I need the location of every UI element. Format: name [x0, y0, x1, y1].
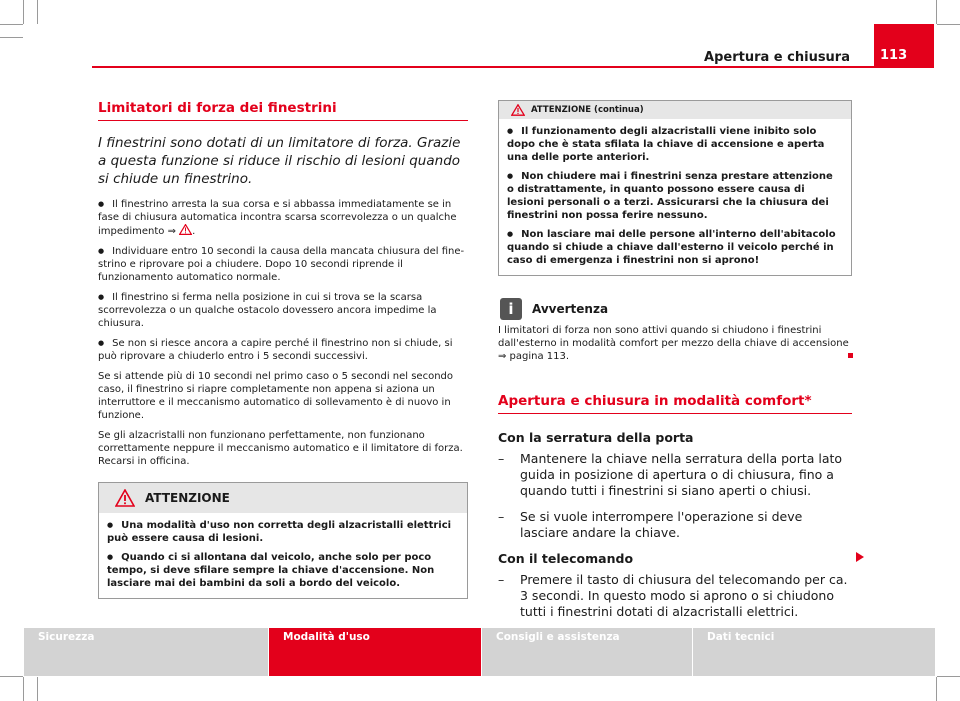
- end-of-section-marker: [848, 353, 853, 358]
- crop-mark: [37, 0, 38, 24]
- crop-mark: [23, 677, 24, 701]
- warning-text: Il funzionamento degli alzacristalli viene inibito solo dopo che è stata sfilata la chiave di accensione e aperta una delle porte anteriori.: [507, 126, 825, 163]
- warning-body: [99, 513, 467, 598]
- warning-title: ATTENZIONE: [145, 491, 230, 505]
- footer-tab-label: Modalità d'uso: [283, 631, 370, 643]
- warning-box-continued: [498, 100, 852, 276]
- note-title: Avvertenza: [532, 302, 609, 316]
- warning-item: [107, 551, 459, 590]
- section-heading-force-limiters: Limitatori di forza dei finestrini: [98, 100, 468, 121]
- crop-mark: [0, 676, 23, 677]
- warning-triangle-icon: [115, 489, 135, 507]
- bullet-text: Individuare entro 10 secondi la causa della mancata chiusura del finestrino e riprovare poi a chiudere. Dopo 10 secondi riprende il funzionamento automatico normale.: [98, 246, 465, 283]
- warning-text: Non chiudere mai i finestrini senza prestare attenzione o distrattamente, in quanto possono essere causa di lesioni personali o a terzi. Assicurarsi che la chiusura dei finestrini non possa ferire nessuno.: [507, 171, 833, 221]
- note-header: [498, 298, 852, 320]
- warning-triangle-icon: [511, 104, 525, 116]
- page-number: 113: [880, 48, 908, 63]
- warning-item: [507, 170, 843, 222]
- footer-tab-label: Sicurezza: [38, 631, 95, 643]
- warning-box-header: [99, 483, 467, 513]
- body-paragraph: Se si attende più di 10 secondi nel primo caso o 5 secondi nel secondo caso, il finestrino si riapre completamente non appena si aziona un interruttore e il meccanismo automatico di sollevamento è di nuovo in funzione.: [98, 371, 453, 421]
- crop-mark: [23, 0, 24, 24]
- section-heading-comfort: Apertura e chiusura in modalità comfort*: [498, 393, 852, 414]
- subheading-remote-control: Con il telecomando: [498, 551, 634, 566]
- warning-box-header: [499, 101, 851, 119]
- warning-text: Una modalità d'uso non corretta degli alzacristalli elettrici può essere causa di lesioni.: [107, 520, 452, 544]
- header-rule: [92, 66, 874, 68]
- warning-triangle-icon: [179, 224, 192, 235]
- footer-tab-operation[interactable]: [269, 628, 481, 676]
- bullet-text: Il finestrino arresta la sua corsa e si abbassa immediatamente se in fase di chiusura automatica incontra scarsa scorrevolezza o un qualche impedimento ⇒: [98, 199, 457, 237]
- step-item: [498, 509, 852, 541]
- footer-tab-label: Dati tecnici: [707, 631, 775, 643]
- step-text: Mantenere la chiave nella serratura della porta lato guida in posizione di apertura o di chiusura, fino a quando tutti i finestrini si siano aperti o chiusi.: [520, 451, 843, 498]
- step-dash: –: [498, 509, 505, 524]
- warning-item: [107, 519, 459, 545]
- step-dash: –: [498, 451, 505, 466]
- step-item: [498, 572, 852, 620]
- warning-text: Non lasciare mai delle persone all'interno dell'abitacolo quando si chiude a chiave dall'esterno il veicolo perché in caso di emergenza i finestrini non si aprono!: [507, 229, 836, 266]
- crop-mark: [936, 677, 937, 701]
- crop-mark: [37, 677, 38, 701]
- continue-arrow-icon: [856, 552, 864, 562]
- warning-box: [98, 482, 468, 599]
- step-item: [498, 451, 852, 499]
- page-number-tab: [874, 24, 934, 68]
- note-text: [498, 324, 852, 363]
- info-icon: i: [500, 298, 522, 320]
- footer-tab-technical-data[interactable]: [693, 628, 935, 676]
- crop-mark: [936, 0, 937, 24]
- step-text: Se si vuole interrompere l'operazione si deve lasciare andare la chiave.: [520, 509, 803, 540]
- bullet-item: [98, 291, 468, 330]
- bullet-item: ● Il finestrino arresta la sua corsa e si abbassa immediatamente se in fase di chiusura automatica incontra scarsa scorrevolezza o un qualche impedimento ⇒ .: [98, 198, 468, 238]
- crop-mark: [0, 24, 23, 25]
- left-column: [98, 100, 468, 599]
- right-column: [498, 100, 852, 630]
- bullet-text: Il finestrino si ferma nella posizione in cui si trova se la scarsa scorrevolezza o un qualche ostacolo dovessero ancora impedime la chiusura.: [98, 292, 437, 329]
- warning-title: ATTENZIONE (continua): [531, 105, 644, 115]
- bullet-item: [98, 337, 468, 363]
- crop-mark: [937, 676, 960, 677]
- warning-item: [507, 228, 843, 267]
- page-reference-link[interactable]: ⇒ pagina 113.: [498, 351, 570, 362]
- warning-item: [507, 125, 843, 164]
- body-paragraph: Se gli alzacristalli non funzionano perfettamente, non funzionano correttamente neppure il meccanismo automatico e il limitatore di forza. Recarsi in officina.: [98, 430, 463, 467]
- step-text: Premere il tasto di chiusura del telecomando per ca. 3 secondi. In questo modo si aprono o si chiudono tutti i finestrini dotati di alzacristalli elettrici.: [520, 572, 848, 619]
- warning-text: Quando ci si allontana dal veicolo, anche solo per poco tempo, si deve sfilare sempre la chiave d'accensione. Non lasciare mai dei bambini da soli a bordo del veicolo.: [107, 552, 435, 589]
- running-header-title: Apertura e chiusura: [704, 50, 850, 65]
- bullet-item: [98, 245, 468, 284]
- crop-mark: [937, 24, 960, 25]
- intro-text: I finestrini sono dotati di un limitatore di forza. Grazie a questa funzione si riduce il rischio di lesioni quando si chiude un finestrino.: [98, 135, 461, 187]
- footer-tab-advice[interactable]: [482, 628, 692, 676]
- note-body: I limitatori di forza non sono attivi quando si chiudono i finestrini dall'esterno in modalità comfort per mezzo della chiave di accensione: [498, 325, 849, 349]
- bullet-text: Se non si riesce ancora a capire perché il finestrino non si chiude, si può riprovare a chiuderlo entro i 5 secondi successivi.: [98, 338, 453, 362]
- crop-mark: [0, 37, 23, 38]
- footer-tab-safety[interactable]: [24, 628, 268, 676]
- subheading-door-lock: Con la serratura della porta: [498, 430, 694, 445]
- footer-tab-label: Consigli e assistenza: [496, 631, 620, 643]
- step-dash: –: [498, 572, 505, 587]
- warning-body: [499, 119, 851, 275]
